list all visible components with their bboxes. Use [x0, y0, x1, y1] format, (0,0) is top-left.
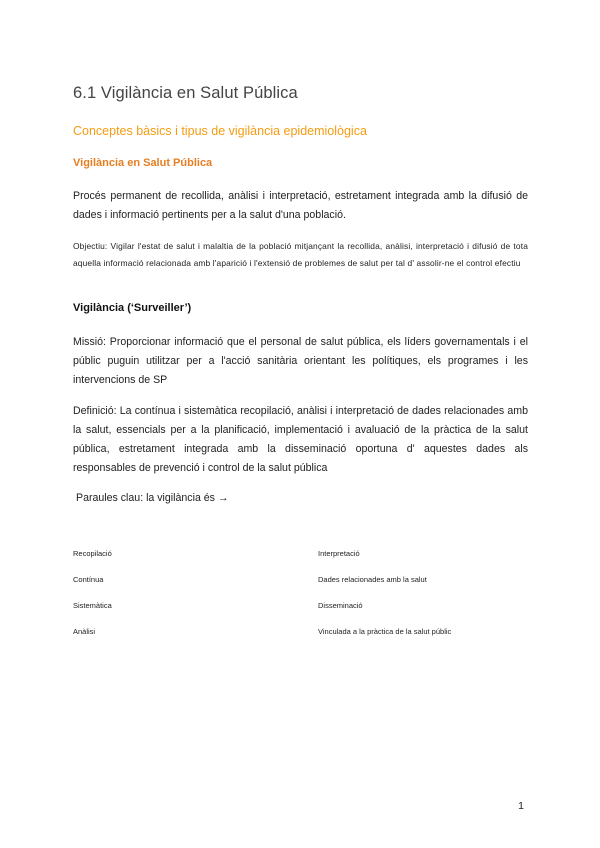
keyword-right: Interpretació: [318, 549, 360, 558]
surveiller-title: Vigilància (‘Surveiller’): [73, 302, 192, 314]
definition-paragraph: Definició: La contínua i sistemàtica recopilació, anàlisi i interpretació de dades relacionades amb la salut, essencials per a la planificació, implementació i avaluació de la pràctica de la salut pública, estretament integrada amb la disseminació oportuna d' aquestes dades als responsables de prevenció i control de la salut pública: [73, 405, 528, 474]
keyword-left: Sistemàtica: [73, 601, 112, 610]
keyword-left: Anàlisi: [73, 627, 96, 636]
keyword-left: Recopilació: [73, 549, 112, 558]
keyword-right: Dades relacionades amb la salut: [318, 575, 427, 584]
section-title: Vigilància en Salut Pública: [73, 157, 213, 169]
keywords-intro: Paraules clau: la vigilància és →: [76, 492, 229, 504]
keyword-left: Contínua: [73, 575, 104, 584]
keyword-right: Vinculada a la pràctica de la salut públic: [318, 627, 452, 636]
mission-paragraph: Missió: Proporcionar informació que el personal de salut pública, els líders governamentals i el públic puguin utilitzar per a l'acció sanitària orientant les polítiques, els programes i les intervencions de SP: [73, 336, 528, 386]
page-heading: 6.1 Vigilància en Salut Pública: [73, 84, 298, 102]
objective-paragraph: Objectiu: Vigilar l'estat de salut i malaltia de la població mitjançant la recollida, anàlisi, interpretació i difusió de tota aquella informació relacionada amb l'aparició i l'extensió de problemes de salut per tal d' assolir-ne el control efectiu: [73, 241, 528, 268]
keyword-right: Disseminació: [318, 601, 363, 610]
subheading: Conceptes bàsics i tipus de vigilància epidemiològica: [73, 124, 367, 138]
page-number: 1: [518, 800, 524, 812]
intro-paragraph: Procés permanent de recollida, anàlisi i interpretació, estretament integrada amb la difusió de dades i informació pertinents per a la salut d'una població.: [73, 190, 528, 221]
